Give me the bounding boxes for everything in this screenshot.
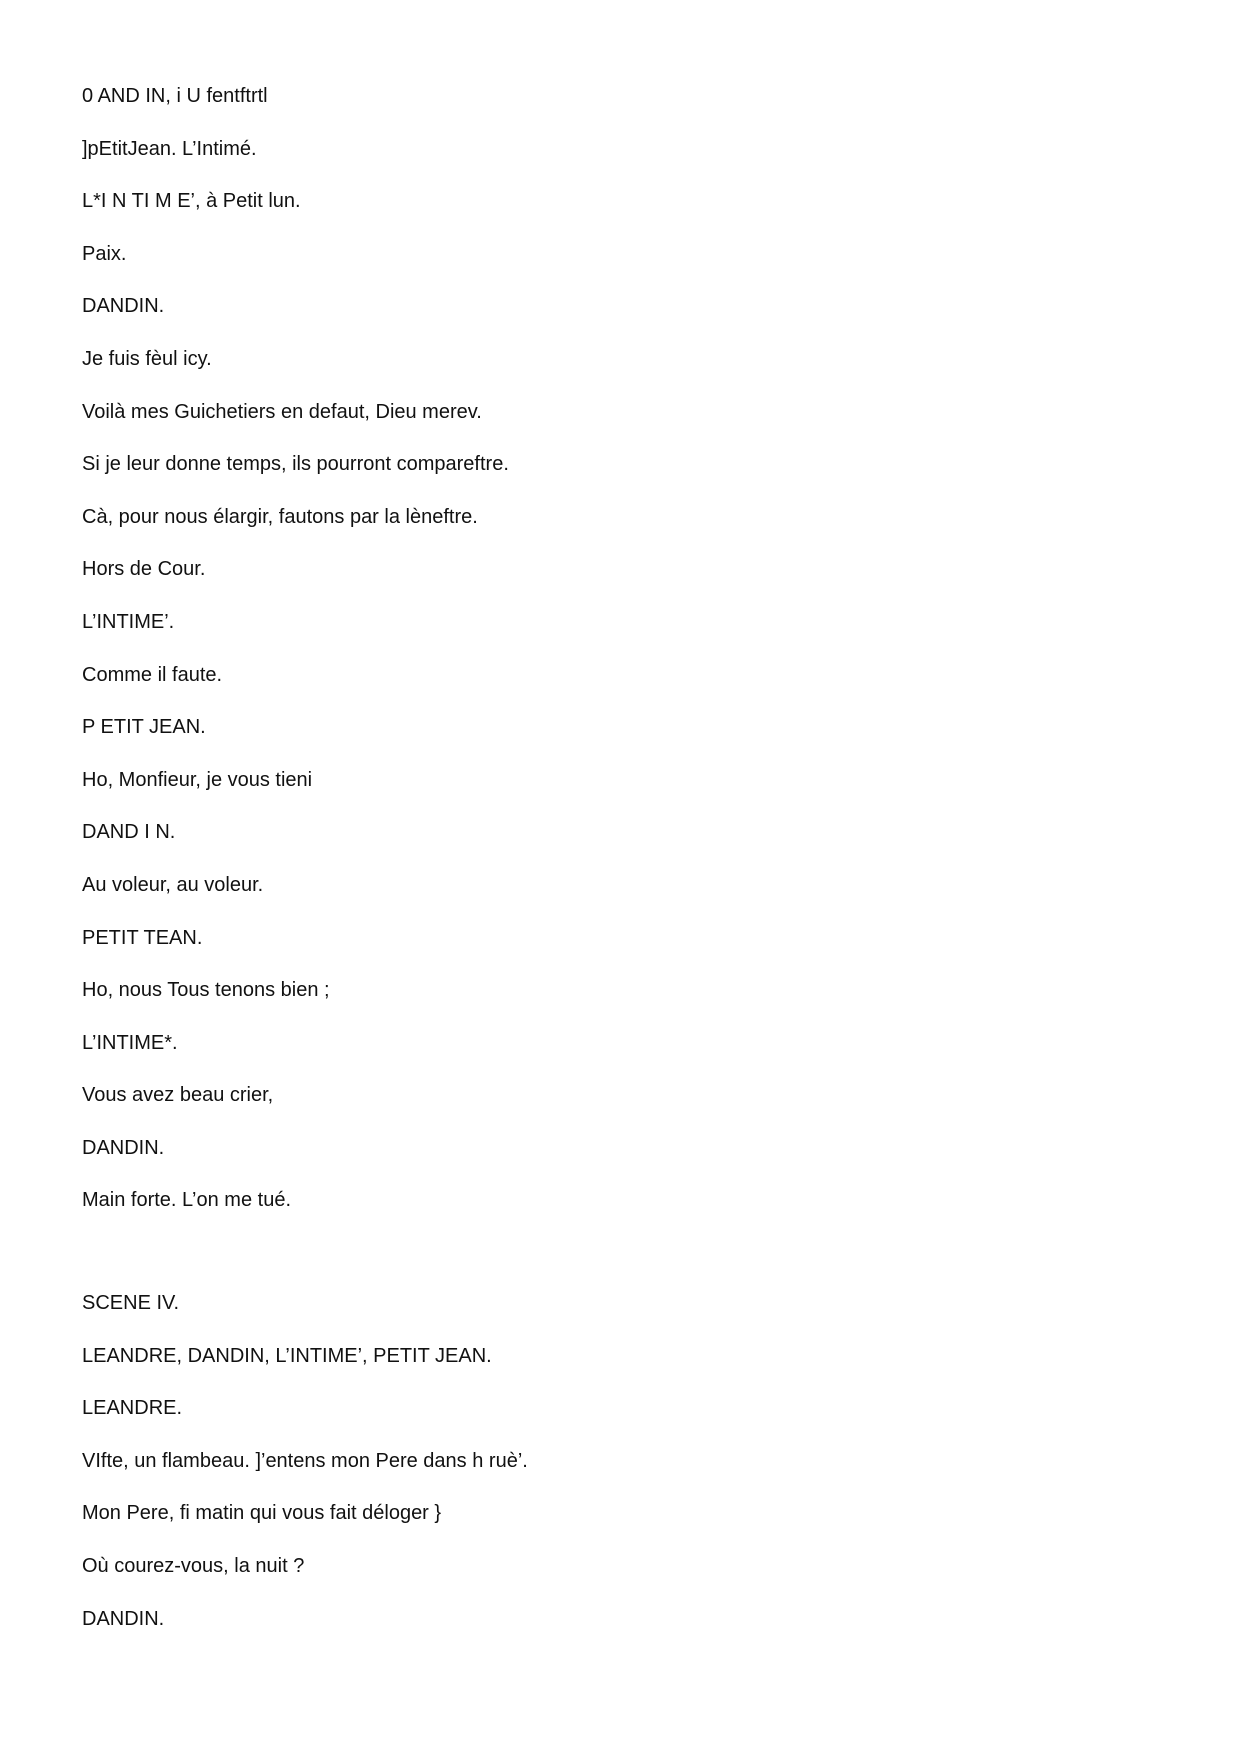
- section-gap: [82, 1237, 1162, 1287]
- text-line: ]pEtitJean. L’Intimé.: [82, 137, 257, 160]
- text-line: Vous avez beau crier,: [82, 1084, 274, 1107]
- text-line: Cà, pour nous élargir, fautons par la lèneftre.: [82, 505, 478, 528]
- text-line: Je fuis fèul icy.: [82, 347, 212, 370]
- character-list: LEANDRE, DANDIN, L’INTIME’, PETIT JEAN.: [82, 1344, 492, 1367]
- speaker-line: P ETIT JEAN.: [82, 716, 206, 739]
- text-line: Hors de Cour.: [82, 558, 206, 581]
- speaker-line: L’INTIME’.: [82, 610, 175, 633]
- text-line: Ho, Monfieur, je vous tieni: [82, 768, 313, 791]
- speaker-line: DAND I N.: [82, 821, 176, 844]
- text-line: Si je leur donne temps, ils pourront compareftre.: [82, 453, 509, 476]
- text-line: Voilà mes Guichetiers en defaut, Dieu merev.: [82, 400, 482, 423]
- text-line: Au voleur, au voleur.: [82, 873, 264, 896]
- text-line: VIfte, un flambeau. ]’entens mon Pere dans h ruè’.: [82, 1449, 528, 1472]
- play-text: [82, 80, 1162, 1655]
- speaker-line: PETIT TEAN.: [82, 926, 203, 949]
- text-line: 0 AND IN, i U fentftrtl: [82, 85, 268, 107]
- text-line: Mon Pere, fi matin qui vous fait déloger }: [82, 1502, 442, 1525]
- scene-heading: SCENE IV.: [82, 1292, 180, 1315]
- text-line: Où courez-vous, la nuit ?: [82, 1555, 305, 1578]
- speaker-line: LEANDRE.: [82, 1397, 183, 1420]
- text-line: Comme il faute.: [82, 663, 223, 686]
- text-line: Paix.: [82, 242, 127, 265]
- speaker-line: DANDIN.: [82, 1607, 165, 1630]
- speaker-line: DANDIN.: [82, 295, 165, 318]
- speaker-line: DANDIN.: [82, 1136, 165, 1159]
- speaker-line: L’INTIME*.: [82, 1031, 178, 1054]
- text-line: L*I N TI M E’, à Petit lun.: [82, 190, 301, 213]
- text-line: Ho, nous Tous tenons bien ;: [82, 979, 330, 1002]
- text-line: Main forte. L’on me tué.: [82, 1189, 292, 1212]
